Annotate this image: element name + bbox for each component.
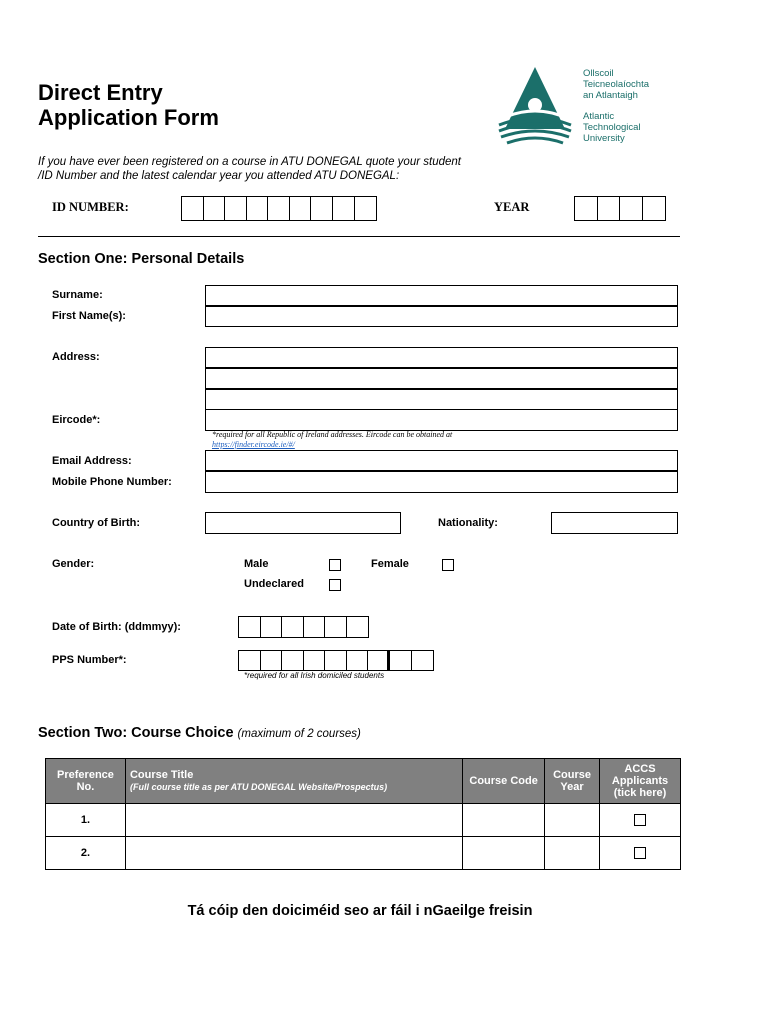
nationality-label: Nationality: [438,517,498,529]
pps-note: *required for all Irish domiciled students [244,671,385,680]
irish-version-note: Tá cóip den doiciméid seo ar fáil i nGaeilge freisin [187,903,533,919]
first-names-label: First Name(s): [52,310,126,322]
section-two-title: Section Two: Course Choice (maximum of 2 courses) [38,725,361,741]
gender-label: Gender: [52,558,95,570]
address-label: Address: [52,351,100,363]
col-course-year: Course Year [545,759,600,804]
accs-cell [600,804,681,837]
mobile-field[interactable] [205,471,678,493]
id-number-boxes[interactable] [181,196,377,221]
surname-field[interactable] [205,285,678,306]
col-course-title: Course Title (Full course title as per ATU DONEGAL Website/Prospectus) [125,759,462,804]
female-checkbox[interactable] [442,559,454,571]
year-label: YEAR [494,200,530,214]
page-title [38,80,219,130]
title-line-2: Application Form [38,105,219,130]
nationality-field[interactable] [551,512,678,534]
row-preference: 2. [46,837,126,870]
address-line-3[interactable] [205,389,678,410]
table-row [46,837,681,870]
first-names-field[interactable] [205,306,678,327]
course-code-cell[interactable] [463,804,545,837]
year-boxes[interactable] [574,196,666,221]
logo-irish-name: Ollscoil Teicneolaíochta an Atlantaigh [583,68,650,101]
address-line-1[interactable] [205,347,678,368]
undeclared-label: Undeclared [244,578,304,590]
atu-logo-mark [497,67,573,145]
surname-label: Surname: [52,289,103,301]
accs-cell [600,837,681,870]
country-of-birth-field[interactable] [205,512,401,534]
male-checkbox[interactable] [329,559,341,571]
female-label: Female [371,558,409,570]
course-title-cell[interactable] [125,837,462,870]
eircode-link[interactable]: https://finder.eircode.ie/#/ [212,440,295,449]
email-label: Email Address: [52,455,132,467]
undeclared-checkbox[interactable] [329,579,341,591]
intro-text: If you have ever been registered on a course in ATU DONEGAL quote your student /ID Number and the latest calendar year you attended ATU DONEGAL: [38,156,461,182]
male-label: Male [244,558,269,570]
course-title-cell[interactable] [125,804,462,837]
id-number-label: ID NUMBER: [52,200,129,214]
address-line-2[interactable] [205,368,678,389]
pps-label: PPS Number*: [52,654,127,666]
eircode-field[interactable] [205,409,678,431]
row-preference: 1. [46,804,126,837]
accs-checkbox[interactable] [634,847,646,859]
atu-logo [497,67,677,147]
section-divider [38,236,680,237]
dob-boxes[interactable] [238,616,369,638]
accs-checkbox[interactable] [634,814,646,826]
email-field[interactable] [205,450,678,471]
col-course-code: Course Code [463,759,545,804]
title-line-1: Direct Entry [38,80,163,105]
mobile-label: Mobile Phone Number: [52,476,172,488]
dob-label: Date of Birth: (ddmmyy): [52,621,181,633]
table-row [46,804,681,837]
course-choice-table [45,758,681,870]
logo-english-name: Atlantic Technological University [583,111,641,144]
col-preference: Preference No. [46,759,126,804]
country-of-birth-label: Country of Birth: [52,517,140,529]
pps-boxes[interactable] [238,650,434,671]
course-year-cell[interactable] [545,804,600,837]
section-two-note: (maximum of 2 courses) [237,728,361,740]
col-accs: ACCS Applicants (tick here) [600,759,681,804]
eircode-label: Eircode*: [52,414,101,426]
col-course-title-sub: (Full course title as per ATU DONEGAL Website/Prospectus) [129,782,388,792]
section-one-title: Section One: Personal Details [38,251,245,267]
eircode-note: *required for all Republic of Ireland addresses. Eircode can be obtained at https://finder.eircode.ie/#/ [212,430,453,449]
course-year-cell[interactable] [545,837,600,870]
course-code-cell[interactable] [463,837,545,870]
